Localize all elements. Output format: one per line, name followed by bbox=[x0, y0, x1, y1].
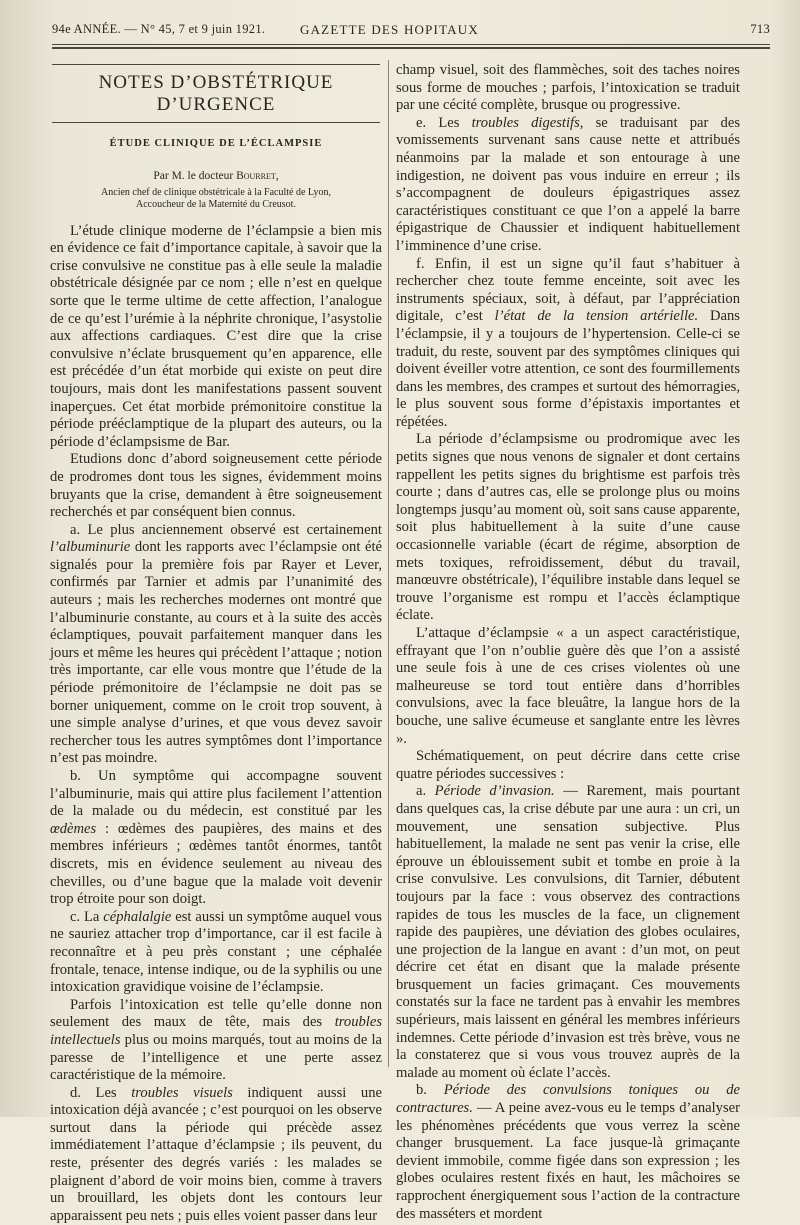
header-rule bbox=[52, 44, 770, 49]
text-run: b. bbox=[416, 1082, 444, 1099]
emphasis: œdèmes bbox=[50, 820, 97, 837]
right-column bbox=[396, 62, 741, 1222]
text-run: e. Les bbox=[416, 114, 472, 131]
left-column bbox=[50, 56, 382, 1224]
text-run: Parfois l’intoxication est telle qu’elle donne non seulement des maux de tête, mais des bbox=[50, 996, 382, 1031]
emphasis: Période des convulsions toniques ou de contractures. bbox=[396, 1082, 741, 1117]
text-run: f. Enfin, il est un signe qu’il faut s’habituer à rechercher chez toute femme enceinte, soit avec les instruments spéciaux, soit, à défaut, par l’appréciation digitale, c’est bbox=[396, 255, 740, 325]
column-divider bbox=[388, 60, 389, 1067]
text-run: d. Les bbox=[70, 1084, 132, 1101]
paragraph bbox=[50, 997, 382, 1085]
affiliation-line-2: Accoucheur de la Maternité du Creusot. bbox=[136, 198, 296, 210]
author-line bbox=[50, 169, 382, 183]
text-run: : œdèmes des paupières, des mains et des membres inférieurs ; œdèmes tantôt énormes, tantôt discrets, mis en évidence seulement au niveau des chevilles, ou d’une bague que la malade voit devenir trop étroite pour son doigt. bbox=[50, 820, 382, 908]
author-prefix: Par M. le docteur bbox=[153, 169, 237, 182]
article-subtitle: ÉTUDE CLINIQUE DE L’ÉCLAMPSIE bbox=[109, 138, 323, 149]
paragraph: Schématiquement, on peut décrire dans cette crise quatre périodes successives : bbox=[396, 748, 740, 782]
text-run: — A peine avez-vous eu le temps d’analyser les phénomènes précédents que vous verrez la scène changer brusquement. La face jusque-là grimaçante devient immobile, comme figée dans son expression ; les globes oculaires restent fixés en haut, les mâchoires se rapprochent énergiquement sous l’action de la contracture des masséters et mordent bbox=[396, 1100, 740, 1222]
text-run: , se traduisant par des vomissements survenant sans cause nette et attribués néanmoins par la malade et son entourage à une indigestion, ne doivent pas vous induire en erreur ; ils s’accompagnent de douleurs épigastriques assez caractéristiques constituant ce que l’on a appelé la barre épigastrique de Chaussier et indiquent habituellement l’imminence d’une crise. bbox=[396, 114, 741, 254]
paragraph bbox=[50, 522, 382, 768]
text-run: plus ou moins marqués, tout au moins de la paresse de l’intelligence et une perte assez caractéristique de la mémoire. bbox=[50, 1031, 382, 1084]
emphasis: troubles digestifs bbox=[471, 114, 580, 131]
text-run: c. La bbox=[70, 908, 104, 925]
text-run: dont les rapports avec l’éclampsie ont été signalés pour la première fois par Rayer et Lever, confirmés par Tarnier et admis par l’unanimité des auteurs ; mais les recherches modernes ont montré que l’albuminurie constante, au cours et à la suite des accès éclamptiques, pouvait parfaitement manquer dans les jours et même les heures qui précèdent l’attaque ; notion très importante, car elle vous montre que l’étude de la période prémonitoire de l’éclampsie ne doit pas se borner uniquement, comme on le croit trop souvent, à une simple analyse d’urines, et que vous devez savoir rechercher tous les autres symptômes dont l’importance n’est pas moindre. bbox=[50, 539, 382, 767]
author-affiliation bbox=[50, 187, 382, 211]
paragraph bbox=[396, 1082, 740, 1223]
paragraph bbox=[50, 768, 382, 909]
text-run: a. Le plus anciennement observé est certainement bbox=[70, 521, 382, 538]
emphasis: troubles visuels bbox=[131, 1084, 233, 1101]
emphasis: l’état de la tension artérielle. bbox=[494, 308, 699, 325]
text-run: indiquent aussi une intoxication déjà avancée ; c’est pourquoi on les observe surtout dans la période qui précède assez immédiatement l’attaque d’éclampsie ; ils peuvent, du reste, présenter des degrés variés : les malades se plaignent d’abord de voir moins bien, comme à travers un brouillard, les objets dont les contours leur apparaissent peu nets ; puis elles voient passer dans leur bbox=[50, 1084, 382, 1224]
emphasis: troubles intellectuels bbox=[50, 1014, 382, 1048]
paragraph bbox=[396, 256, 740, 432]
text-run: b. Un symptôme qui accompagne souvent l’albuminurie, mais qui attire plus facilement l’attention de la malade ou du médecin, est constitué par les bbox=[50, 768, 382, 820]
paragraph: champ visuel, soit des flammèches, soit des taches noires sous forme de mouches ; parfois, l’intoxication se traduit par une cécité complète, brusque ou progressive. bbox=[396, 62, 740, 114]
paragraph: L’étude clinique moderne de l’éclampsie a bien mis en évidence ce fait d’importance capitale, à savoir que la crise convulsive ne constitue pas à elle seule la maladie obstétricale désignée par ce nom ; elle n’est en quelque sorte que le terme ultime de cette affection, l’analogue de ce qu’est l’urémie à la néphrite chronique, l’asystolie aux affections cardiaques. C’est dire que la crise convulsive n’éclate brusquement qu’en apparence, elle est précédée d’un état morbide qui existe on peut dire toujours, mais dont les manifestations passent souvent inaperçues. Cet état morbide prémonitoire constitue la période prééclamptique de la plupart des auteurs, ou la période d’éclampsisme de Bar. bbox=[50, 222, 382, 450]
text-run: — Rarement, mais pourtant dans quelques cas, la crise débute par une aura : un cri, un mouvement, une sensation subjective. Plus habituellement, la malade ne sent pas venir la crise, elle éprouve un éblouissement subit et tombe en proie à la crise convulsive. Les convulsions, dit Tarnier, débutent toujours par la face : vous observez des contractions rapides de tous les muscles de la face, un clignement rapide des paupières, une déviation des globes oculaires, une projection de la langue en avant : d’un mot, on peut décrire cet état en disant que la malade présente brusquement un facies grimaçant. Ces mouvements constatés sur la face ne tardent pas à envahir les membres supérieurs, mais laissent en général les membres inférieurs indemnes. Cette période d’invasion est très brève, vous ne la constaterez que si vous vous trouvez auprès de la malade au moment où éclate l’accès. bbox=[396, 783, 740, 1081]
text-run: est aussi un symptôme auquel vous ne sauriez attacher trop d’importance, car il est facile à reconnaître et à peu près constant ; une céphalée frontale, tenace, intense indique, ou de la syphilis ou une intoxication gravidique voisine de l’éclampsie. bbox=[50, 908, 382, 996]
paragraph bbox=[50, 909, 382, 997]
paragraph bbox=[50, 1085, 382, 1225]
paragraph: La période d’éclampsisme ou prodromique avec les petits signes que nous venons de signaler et dont certains rappellent les petits signes du brightisme est parfois très courte ; dans d’autres cas, elle se prolonge plus ou moins longtemps jusqu’au moment où, soit sans cause apparente, soit plus habituellement à la suite d’une cause occasionnelle variable (écart de régime, absorption de mets toxiques, refroidissement, début du travail, manœuvre obstétricale), l’équilibre instable dans lequel se trouve l’organisme est rompu et l’accès éclamptique éclate. bbox=[396, 431, 740, 624]
paragraph bbox=[396, 783, 740, 1082]
author-name: Bourret, bbox=[236, 169, 279, 182]
paragraph bbox=[396, 115, 740, 256]
paragraph: Etudions donc d’abord soigneusement cette période de prodromes dont tous les signes, évidemment moins bruyants que la crise, demandent à être soigneusement recherchés et par conséquent bien connus. bbox=[50, 451, 382, 521]
issue-info: 94e ANNÉE. — N° 45, 7 et 9 juin 1921. bbox=[52, 22, 266, 36]
paragraph: L’attaque d’éclampsie « a un aspect caractéristique, effrayant que l’on n’oublie guère dès que l’on a assisté une seule fois à une de ces crises violentes où une malheureuse se tord tout entière dans d’horribles convulsions, avec la face bleuâtre, la langue hors de la bouche, une salive écumeuse et sanglante entre les lèvres ». bbox=[396, 625, 740, 747]
text-run: a. bbox=[416, 783, 435, 800]
emphasis: Période d’invasion. bbox=[434, 783, 555, 800]
emphasis: céphalalgie bbox=[103, 908, 172, 925]
running-header bbox=[52, 18, 770, 40]
affiliation-line-1: Ancien chef de clinique obstétricale à la Faculté de Lyon, bbox=[101, 186, 331, 198]
text-run: Dans l’éclampsie, il y a toujours de l’hypertension. Celle-ci se traduit, du reste, souvent par des symptômes cliniques qui doivent éveiller votre attention, ce sont des fourmillements dans les membres, des crampes et surtout des hémorragies, le plus souvent sous forme d’épistaxis importantes et répétées. bbox=[396, 308, 740, 430]
article-title: NOTES D’OBSTÉTRIQUE D’URGENCE bbox=[52, 64, 380, 123]
journal-name: GAZETTE DES HOPITAUX bbox=[300, 22, 479, 37]
emphasis: l’albuminurie bbox=[50, 539, 131, 556]
page-number: 713 bbox=[750, 22, 770, 36]
